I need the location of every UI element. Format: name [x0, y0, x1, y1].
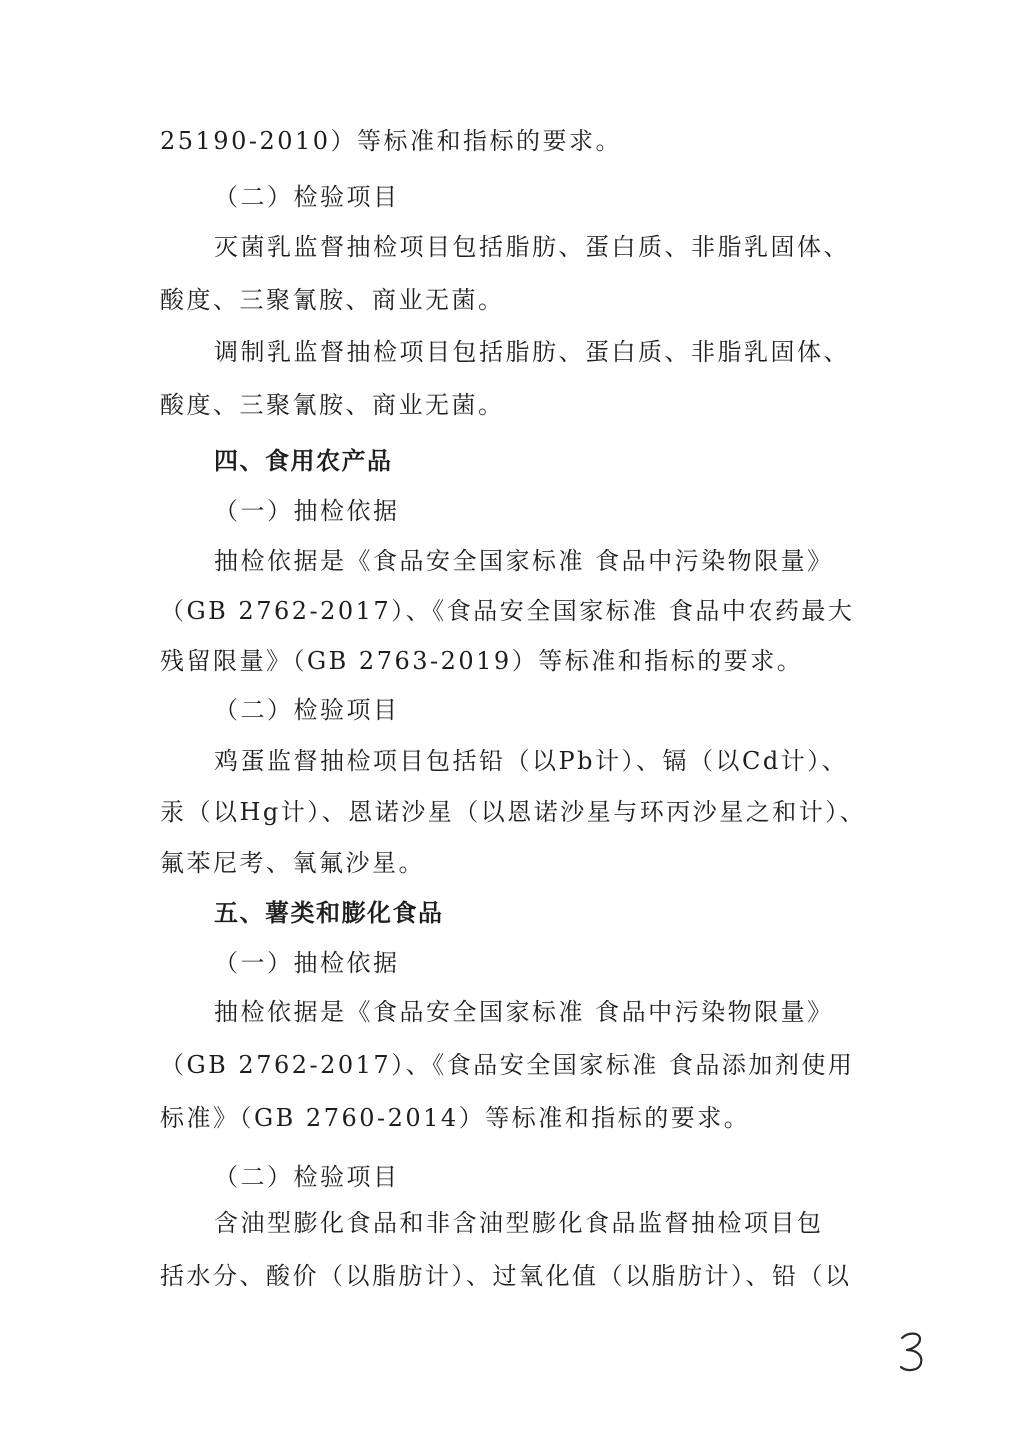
section-heading-4: 四、食用农产品 — [214, 447, 393, 475]
body-line: 酸度、三聚氰胺、商业无菌。 — [160, 391, 505, 419]
body-line: 汞（以Hg计）、恩诺沙星（以恩诺沙星与环丙沙星之和计）、 — [160, 798, 867, 826]
body-line: 标准》（GB 2760-2014）等标准和指标的要求。 — [160, 1104, 751, 1132]
subsection-heading: （一）抽检依据 — [214, 497, 400, 525]
subsection-heading: （二）检验项目 — [214, 1163, 400, 1191]
body-line: 调制乳监督抽检项目包括脂肪、蛋白质、非脂乳固体、 — [214, 338, 850, 366]
body-line: 灭菌乳监督抽检项目包括脂肪、蛋白质、非脂乳固体、 — [214, 233, 850, 261]
handwritten-page-number — [898, 1330, 926, 1374]
body-line: 含油型膨化食品和非含油型膨化食品监督抽检项目包 — [214, 1209, 824, 1237]
subsection-heading: （一）抽检依据 — [214, 949, 400, 977]
body-line: 25190-2010）等标准和指标的要求。 — [160, 127, 623, 155]
body-line: 残留限量》（GB 2763-2019）等标准和指标的要求。 — [160, 647, 804, 675]
section-heading-5: 五、薯类和膨化食品 — [214, 899, 444, 927]
body-line: 抽检依据是《食品安全国家标准 食品中污染物限量》 — [214, 998, 834, 1026]
subsection-heading: （二）检验项目 — [214, 183, 400, 211]
body-line: 酸度、三聚氰胺、商业无菌。 — [160, 286, 505, 314]
body-line: （GB 2762-2017）、《食品安全国家标准 食品中农药最大 — [160, 597, 855, 625]
subsection-heading: （二）检验项目 — [214, 696, 400, 724]
body-line: 氟苯尼考、氧氟沙星。 — [160, 849, 425, 877]
body-line: 抽检依据是《食品安全国家标准 食品中污染物限量》 — [214, 547, 834, 575]
body-line: 括水分、酸价（以脂肪计）、过氧化值（以脂肪计）、铅（以 — [160, 1262, 852, 1290]
body-line: （GB 2762-2017）、《食品安全国家标准 食品添加剂使用 — [160, 1051, 855, 1079]
body-line: 鸡蛋监督抽检项目包括铅（以Pb计）、镉（以Cd计）、 — [214, 747, 849, 775]
